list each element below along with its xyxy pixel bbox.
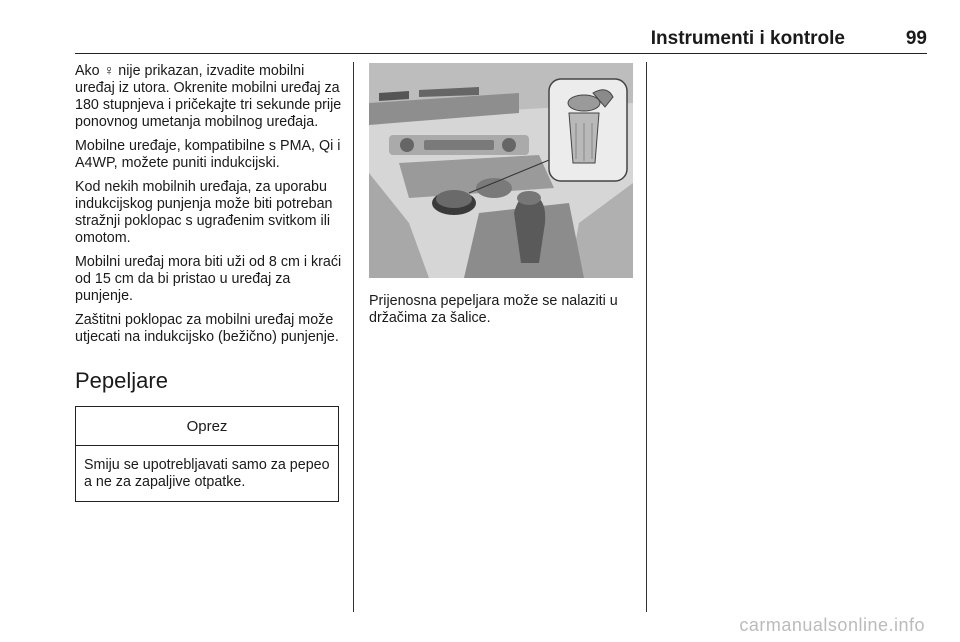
page-header bbox=[75, 28, 927, 52]
paragraph-compatibility: Mobilne uređaje, kompatibilne s PMA, Qi i A4WP, možete puniti indukcijski. bbox=[75, 138, 341, 171]
paragraph-size-limits: Mobilni uređaj mora biti uži od 8 cm i kraći od 15 cm da bi pristao u uređaj za punjenje. bbox=[75, 254, 342, 304]
paragraph-protective-cover: Zaštitni poklopac za mobilni uređaj može utjecati na indukcijsko (bežično) punjenje. bbox=[75, 312, 339, 345]
caution-box bbox=[75, 406, 339, 502]
header-rule bbox=[75, 53, 927, 54]
footer-watermark: carmanualsonline.info bbox=[739, 615, 925, 635]
page-number: 99 bbox=[905, 28, 927, 49]
caution-title: Oprez bbox=[76, 407, 338, 446]
ashtray-figure bbox=[369, 63, 633, 278]
section-heading-ashtrays: Pepeljare bbox=[75, 368, 168, 393]
figure-caption: Prijenosna pepeljara može se nalaziti u držačima za šalice. bbox=[369, 293, 618, 326]
caution-text: Smiju se upotrebljavati samo za pepeo a ne za zapaljive otpatke. bbox=[84, 457, 330, 490]
column-divider-left bbox=[353, 62, 354, 612]
column-divider-right bbox=[646, 62, 647, 612]
paragraph-back-cover: Kod nekih mobilnih uređaja, za uporabu indukcijskog punjenja može biti potreban stražnji poklopac s ugrađenim svitkom ili omotom. bbox=[75, 179, 333, 246]
ashtray-illustration bbox=[369, 63, 633, 278]
header-title: Instrumenti i kontrole bbox=[650, 28, 845, 49]
right-column bbox=[369, 63, 633, 327]
left-column bbox=[75, 63, 343, 502]
paragraph-phone-symbol: Ako ♀ nije prikazan, izvadite mobilni uređaj iz utora. Okrenite mobilni uređaj za 180 stupnjeva i pričekajte tri sekunde prije ponovnog umetanja mobilnog uređaja. bbox=[75, 63, 342, 130]
